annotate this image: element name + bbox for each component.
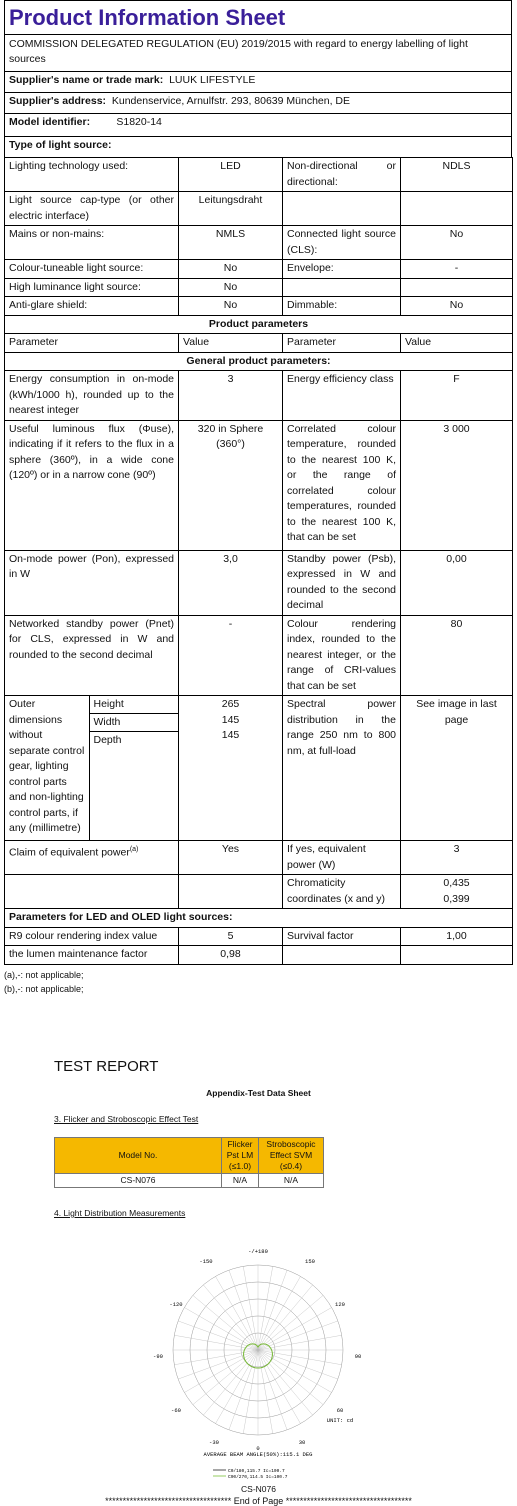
led-rows	[5, 927, 513, 964]
general-value: -	[179, 615, 283, 696]
led-row	[5, 946, 513, 965]
general-param: Useful luminous flux (Φuse), indicating if it refers to the flux in a sphere (360º), in a wide cone (120º) or in a narrow cone (90º)	[5, 420, 179, 550]
led-param-2	[283, 946, 401, 965]
type-row	[5, 297, 513, 316]
end-of-page: ************************************ End of Page ************************************	[105, 1496, 412, 1506]
type-param: Anti-glare shield:	[5, 297, 179, 316]
general-params-heading: General product parameters:	[5, 352, 513, 371]
outer-dimensions-label: Outer dimensions without separate control gear, lighting control parts and non-lighting control parts, if any (millimetre)	[5, 696, 89, 840]
general-value-2: 0,00	[401, 550, 513, 615]
type-row	[5, 158, 513, 192]
product-params-heading: Product parameters	[5, 315, 513, 334]
led-param-2: Survival factor	[283, 927, 401, 946]
type-param-2	[283, 278, 401, 297]
type-param: Colour-tuneable light source:	[5, 260, 179, 279]
type-value-2: NDLS	[401, 158, 513, 192]
regulation-text: COMMISSION DELEGATED REGULATION (EU) 2019/2015 with regard to energy labelling of light sources	[4, 34, 512, 71]
beam-angle-label: AVERAGE BEAM ANGLE(50%):115.1 DEG	[203, 1451, 313, 1458]
address-label: Supplier's address:	[9, 95, 107, 107]
general-param: Networked standby power (Pnet) for CLS, expressed in W and rounded to the second decimal	[5, 615, 179, 696]
address-row	[4, 92, 512, 113]
polar-angle-label: -120	[169, 1301, 183, 1308]
equiv-power-label: If yes, equivalent power (W)	[283, 841, 401, 875]
type-value-2	[401, 192, 513, 226]
type-value: No	[179, 297, 283, 316]
polar-angle-label: -60	[171, 1407, 181, 1414]
type-value: LED	[179, 158, 283, 192]
address-value: Kundenservice, Arnulfstr. 293, 80639 München, DE	[111, 95, 351, 107]
type-row	[5, 226, 513, 260]
supplier-row	[4, 71, 512, 92]
light-source-heading	[4, 136, 512, 157]
led-param: R9 colour rendering index value	[5, 927, 179, 946]
type-param-2: Dimmable:	[283, 297, 401, 316]
general-param: Energy consumption in on-mode (kWh/1000 h), rounded up to the nearest integer	[5, 371, 179, 421]
polar-angle-label: 60	[336, 1407, 344, 1414]
type-row	[5, 278, 513, 297]
led-param: the lumen maintenance factor	[5, 946, 179, 965]
general-value: 320 in Sphere (360°)	[179, 420, 283, 550]
polar-angle-label: -90	[153, 1353, 163, 1360]
model-value: S1820-14	[116, 116, 162, 128]
led-value-2	[401, 946, 513, 965]
col-header-value: Value	[179, 334, 283, 353]
type-param: High luminance light source:	[5, 278, 179, 297]
chroma-y: 0,399	[443, 892, 470, 905]
equiv-claim-value: Yes	[179, 841, 283, 875]
general-value-2: 80	[401, 615, 513, 696]
polar-angle-label: -150	[199, 1258, 213, 1265]
polar-angle-label: 0	[256, 1445, 260, 1452]
type-param: Light source cap-type (or other electric interface)	[5, 192, 179, 226]
footnote-b: (b),-: not applicable;	[4, 983, 84, 994]
type-value-2: -	[401, 260, 513, 279]
polar-angle-label: 120	[335, 1301, 345, 1308]
report-subtitle: Appendix-Test Data Sheet	[206, 1088, 311, 1098]
type-value-2: No	[401, 226, 513, 260]
general-param-2: Standby power (Psb), expressed in W and rounded to the second decimal	[283, 550, 401, 615]
general-value: 3	[179, 371, 283, 421]
general-param-2: Energy efficiency class	[283, 371, 401, 421]
outer-dimensions-values	[179, 696, 283, 841]
flicker-model: CS-N076	[55, 1174, 222, 1188]
dim-width-value: 145	[221, 713, 240, 726]
type-param-2: Non-directional or directional:	[283, 158, 401, 192]
dim-depth-value: 145	[221, 729, 240, 741]
flicker-section-title: 3. Flicker and Stroboscopic Effect Test	[54, 1114, 199, 1124]
general-param-2: Colour rendering index, rounded to the nearest integer, or the range of CRI-values that can be set	[283, 615, 401, 696]
type-value: Leitungsdraht	[179, 192, 283, 226]
polar-angle-label: -30	[209, 1439, 219, 1446]
led-value: 5	[179, 927, 283, 946]
col-header-param-2: Parameter	[283, 334, 401, 353]
report-title: TEST REPORT	[54, 1058, 159, 1075]
flicker-table	[54, 1137, 324, 1188]
flicker-header-pst: Flicker Pst LM (≤1.0)	[222, 1138, 259, 1174]
light-source-heading-text: Type of light source:	[9, 139, 112, 151]
supplier-value: LUUK LIFESTYLE	[169, 74, 256, 86]
footnotes	[4, 968, 512, 996]
type-param: Lighting technology used:	[5, 158, 179, 192]
general-row	[5, 615, 513, 696]
general-row	[5, 420, 513, 550]
general-value: 3,0	[179, 550, 283, 615]
led-params-heading: Parameters for LED and OLED light sources:	[5, 909, 513, 928]
flicker-header-model: Model No.	[55, 1138, 222, 1174]
general-rows	[5, 371, 513, 696]
parameters-table	[4, 157, 513, 965]
polar-angle-label: UNIT: cd	[326, 1417, 354, 1424]
page-title: Product Information Sheet	[4, 0, 512, 34]
polar-angle-label: 150	[305, 1258, 315, 1265]
dim-height-value: 265	[221, 698, 240, 710]
polar-angle-label: -/+180	[248, 1248, 268, 1255]
equiv-claim-label: Claim of equivalent power$^{(a)}$	[5, 841, 179, 875]
type-value: No	[179, 260, 283, 279]
outer-dimensions-cell	[5, 696, 179, 841]
chromaticity-row	[5, 875, 513, 909]
type-value: No	[179, 278, 283, 297]
dim-depth-label: Depth	[93, 734, 122, 746]
general-row	[5, 371, 513, 421]
type-param: Mains or non-mains:	[5, 226, 179, 260]
led-value-2: 1,00	[401, 927, 513, 946]
legend-c0: C0/180,115.7 Ic=100.7	[228, 1469, 285, 1474]
type-row	[5, 192, 513, 226]
model-row	[4, 113, 512, 136]
model-label: Model identifier:	[9, 116, 91, 128]
type-value-2	[401, 278, 513, 297]
general-param: On-mode power (Pon), expressed in W	[5, 550, 179, 615]
type-param-2: Envelope:	[283, 260, 401, 279]
outer-dimensions-row	[5, 696, 513, 841]
general-value-2: 3 000	[401, 420, 513, 550]
col-header-param: Parameter	[5, 334, 179, 353]
type-value-2: No	[401, 297, 513, 316]
dim-height-label: Height	[90, 696, 179, 714]
flicker-svm: N/A	[259, 1174, 324, 1188]
general-value-2: F	[401, 371, 513, 421]
dim-width-label: Width	[90, 714, 179, 732]
equiv-power-value: 3	[401, 841, 513, 875]
type-value: NMLS	[179, 226, 283, 260]
chromaticity-label: Chromaticity coordinates (x and y)	[283, 875, 401, 909]
product-information-sheet	[4, 0, 512, 996]
general-param-2: Correlated colour temperature, rounded to the nearest 100 K, or the range of correlated colour temperatures, rounded to the nearest 100 K, that can be set	[283, 420, 401, 550]
distribution-section-title: 4. Light Distribution Measurements	[54, 1208, 186, 1218]
legend-c90: C90/270,114.5 Ic=100.7	[228, 1475, 288, 1480]
general-row	[5, 550, 513, 615]
chromaticity-values	[401, 875, 513, 909]
equivalent-power-row	[5, 841, 513, 875]
spectral-label: Spectral power distribution in the range 250 nm to 800 nm, at full-load	[283, 696, 401, 841]
chroma-x: 0,435	[443, 877, 470, 889]
type-row	[5, 260, 513, 279]
spectral-value: See image in last page	[401, 696, 513, 841]
led-value: 0,98	[179, 946, 283, 965]
polar-model-caption: CS-N076	[241, 1484, 276, 1494]
polar-angle-label: 90	[354, 1353, 362, 1360]
led-row	[5, 927, 513, 946]
type-param-2	[283, 192, 401, 226]
type-param-2: Connected light source (CLS):	[283, 226, 401, 260]
polar-distribution-chart	[0, 1230, 517, 1480]
polar-angle-label: 30	[298, 1439, 306, 1446]
col-header-value-2: Value	[401, 334, 513, 353]
supplier-label: Supplier's name or trade mark:	[9, 74, 164, 86]
footnote-a: (a),-: not applicable;	[4, 969, 84, 980]
type-rows	[5, 158, 513, 316]
flicker-pst: N/A	[222, 1174, 259, 1188]
flicker-header-svm: Stroboscopic Effect SVM (≤0.4)	[259, 1138, 324, 1174]
